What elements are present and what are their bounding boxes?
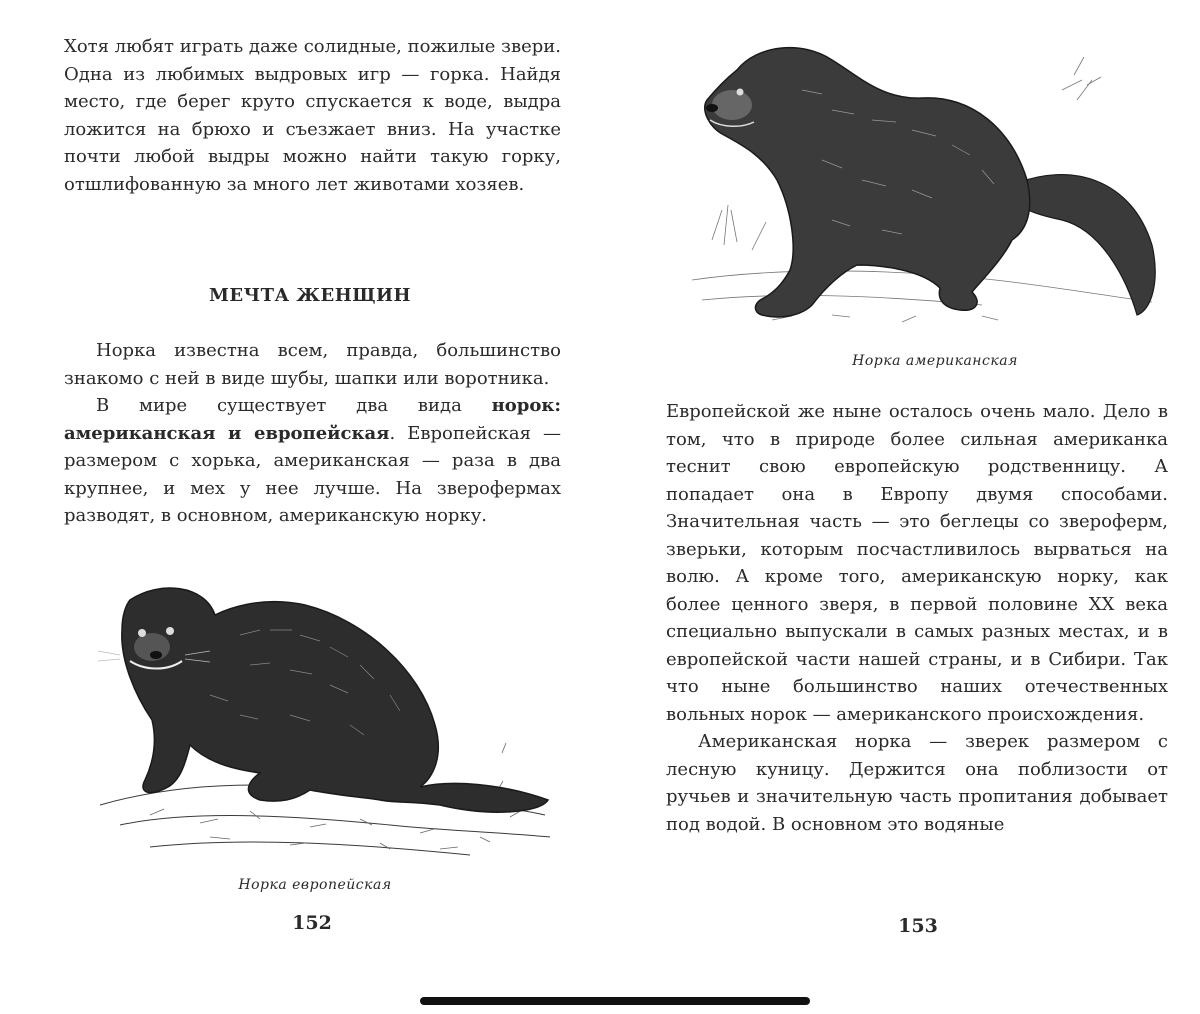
section-heading: МЕЧТА ЖЕНЩИН (208, 285, 412, 306)
home-indicator-bar[interactable] (420, 997, 810, 1005)
european-mink-illustration (90, 575, 560, 865)
paragraph-mink-species: В мире существует два вида норок: американская и европейская. Европейская — размером с хорька, американская — раза в два крупнее, и мех у нее лучше. На зверофермах разводят, в основном, американскую норку. (64, 395, 561, 526)
left-page-number: 152 (292, 912, 332, 934)
right-page (600, 0, 1200, 960)
paragraph-mink-known: Норка известна всем, правда, большинство знакомо с ней в виде шубы, шапки или воротника. (64, 340, 561, 389)
left-image-caption: Норка европейская (238, 877, 392, 893)
right-text (666, 398, 1168, 838)
right-page-number: 153 (898, 915, 938, 937)
american-mink-illustration (682, 30, 1182, 350)
left-mink-text (64, 337, 561, 530)
paragraph-otters-slide: Хотя любят играть даже солидные, пожилые звери. Одна из любимых выдровых игр — горка. Найдя место, где берег круто спускается к воде, выдра ложится на брюхо и съезжает вниз. На участке почти любой выдры можно найти такую горку, отшлифованную за много лет животами хозяев. (64, 36, 561, 195)
right-image-caption: Норка американская (852, 353, 1018, 369)
left-page (0, 0, 600, 960)
left-top-text (64, 33, 561, 198)
paragraph-american-mink: Американская норка — зверек размером с лесную куницу. Держится она поблизости от ручьев и значительную часть пропитания добывает под водой. В основном это водяные (666, 731, 1168, 835)
paragraph-european-mink: Европейской же ныне осталось очень мало. Дело в том, что в природе более сильная американка теснит свою европейскую родственницу. А попадает она в Европу двумя способами. Значительная часть — это беглецы со звероферм, зверьки, которым посчастливилось вырваться на волю. А кроме того, американскую норку, как более ценного зверя, в первой половине XX века специально выпускали в самых разных местах, и в европейской части нашей страны, и в Сибири. Так что ныне большинство наших отечественных вольных норок — американского происхождения. (666, 401, 1168, 725)
species-bold-text: норок: американская и европейская (64, 395, 561, 444)
